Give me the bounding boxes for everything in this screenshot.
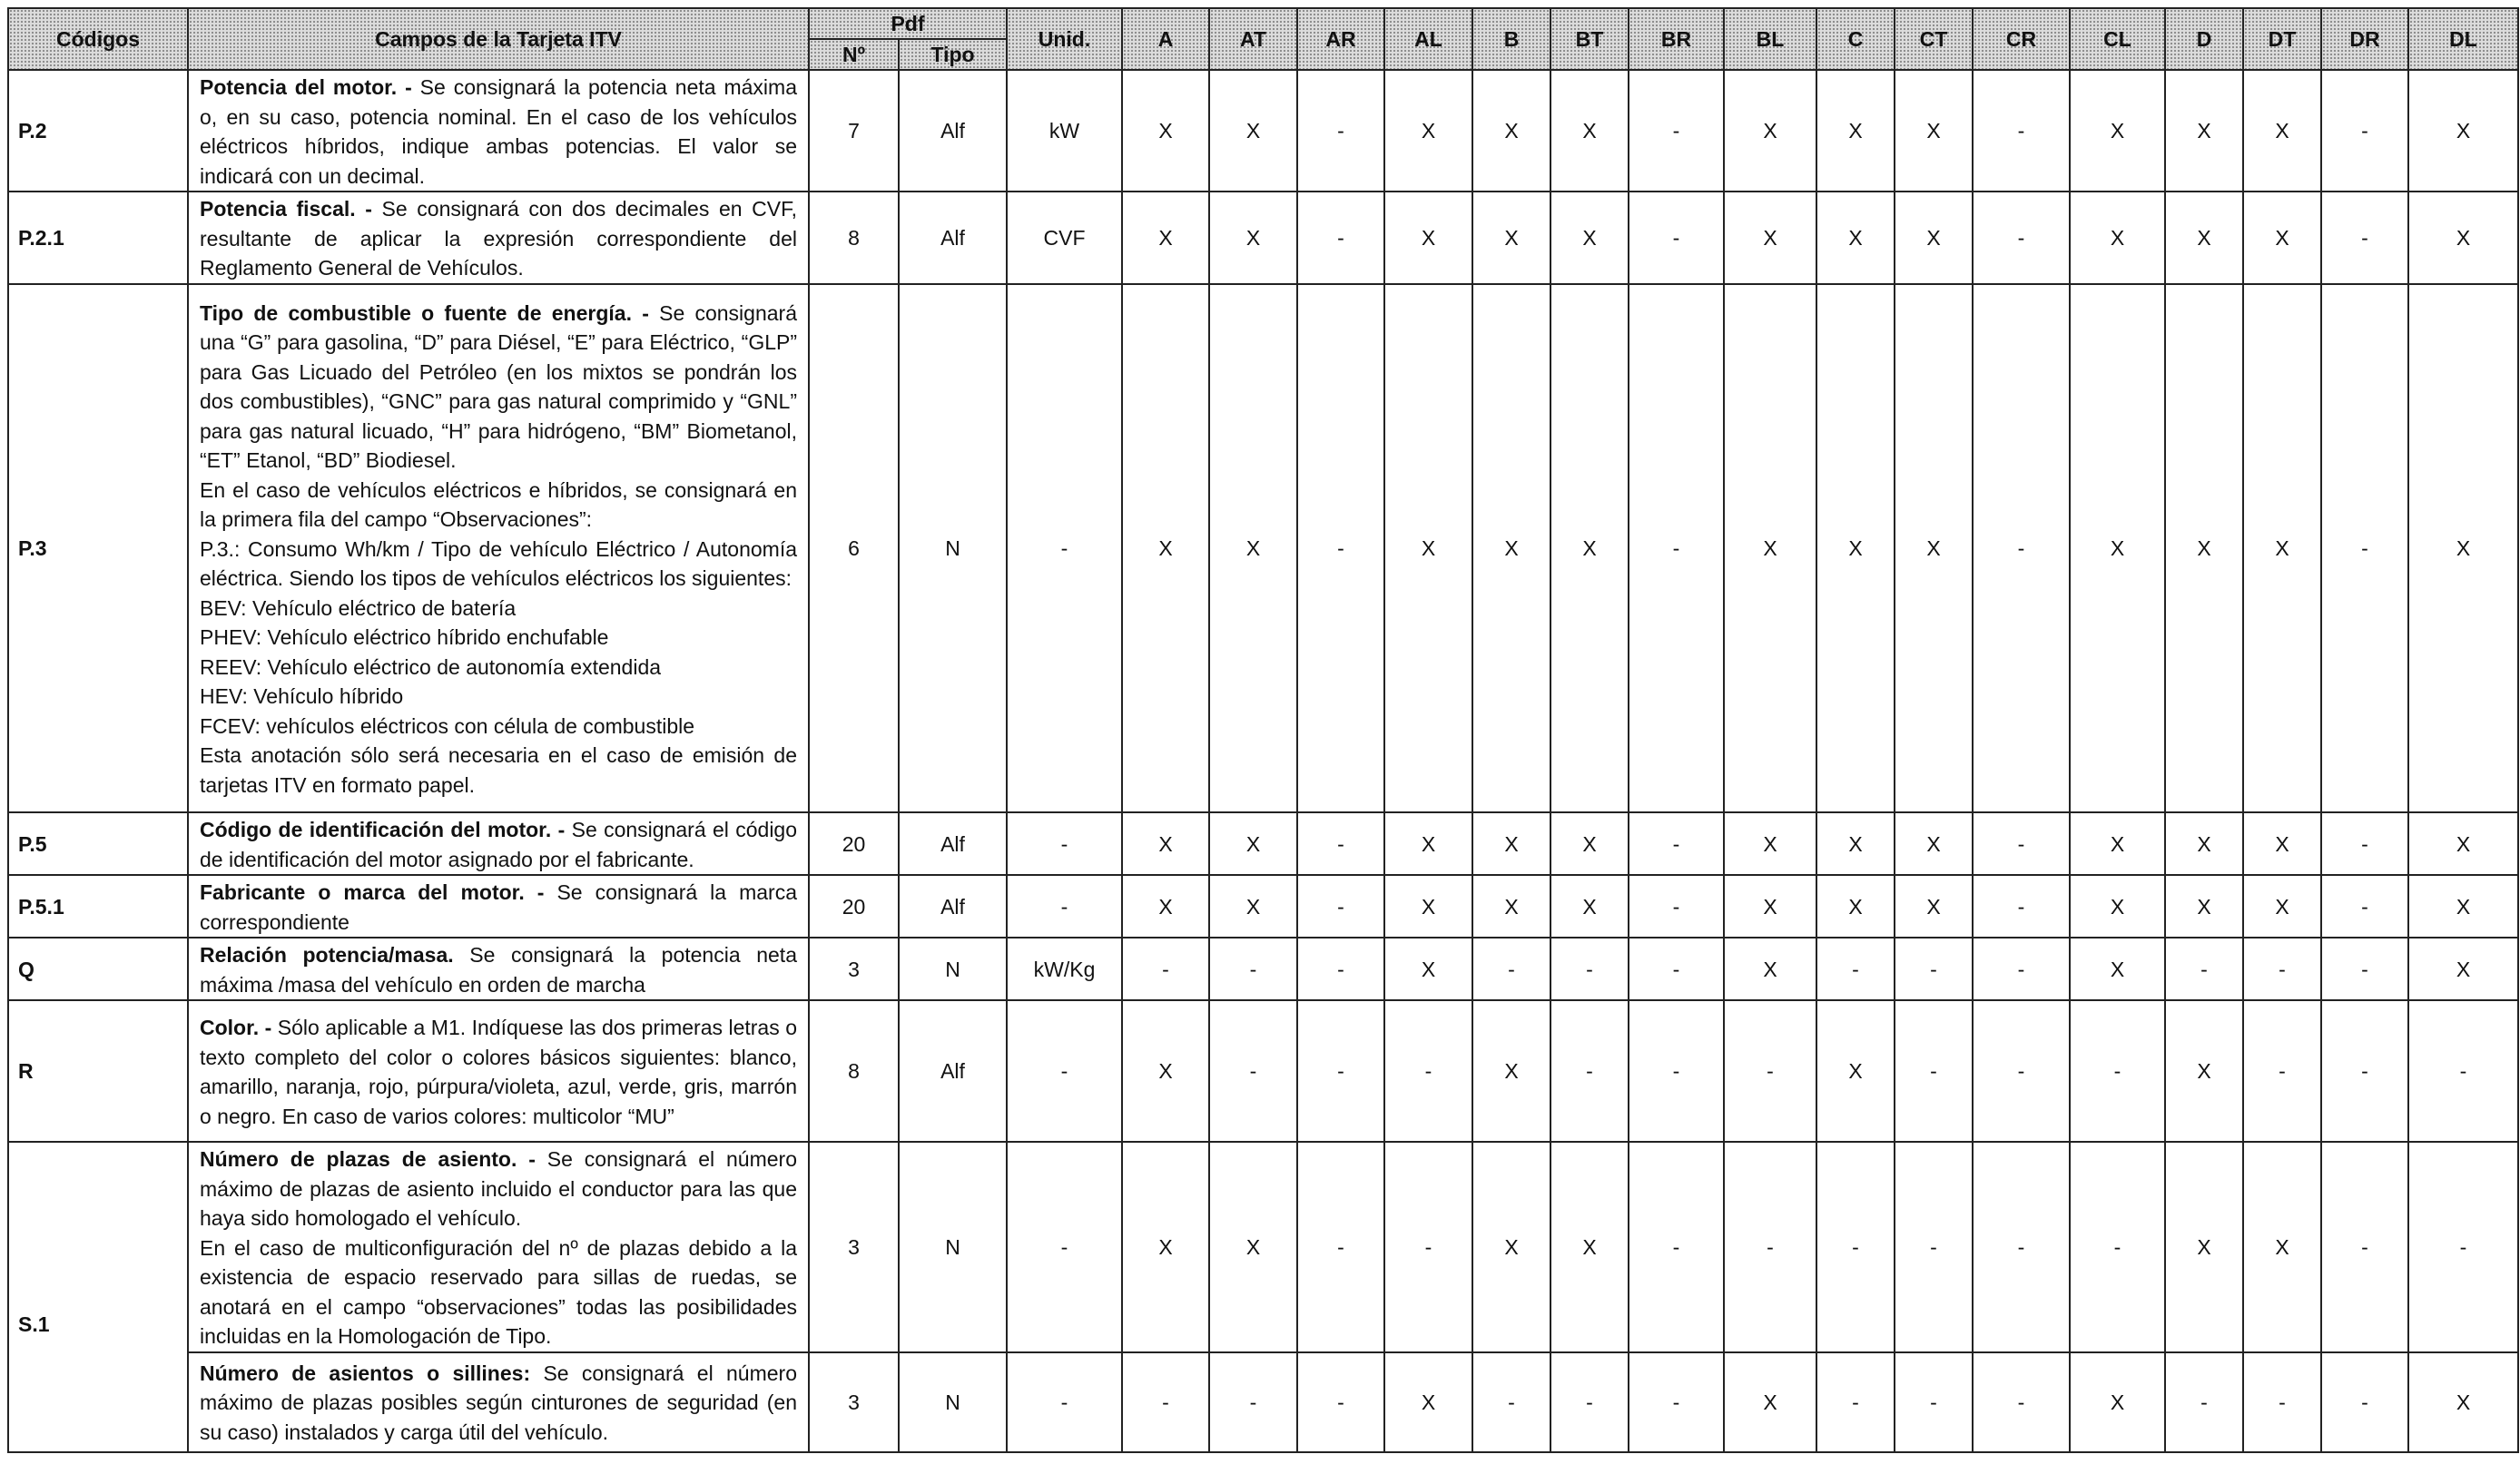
category-mark-bt: X (1550, 70, 1629, 192)
description-line: Esta anotación sólo será necesaria en el caso de emisión de tarjetas ITV en formato papel. (200, 743, 797, 797)
category-mark-cl: - (2070, 1000, 2165, 1142)
field-title: Color. - (200, 1016, 272, 1039)
header-cat-cr: CR (1973, 8, 2070, 70)
header-cat-cl: CL (2070, 8, 2165, 70)
category-mark-cl: X (2070, 1352, 2165, 1452)
category-mark-dr: - (2321, 1000, 2408, 1142)
category-mark-a: - (1122, 938, 1209, 1000)
field-text: Se consignará la marca correspondiente (200, 880, 797, 934)
header-cat-bt: BT (1550, 8, 1629, 70)
pdf-type: Alf (899, 1000, 1007, 1142)
category-mark-c: X (1816, 1000, 1895, 1142)
category-mark-cr: - (1973, 1352, 2070, 1452)
category-mark-bt: X (1550, 284, 1629, 812)
category-mark-ct: - (1895, 1000, 1973, 1142)
header-codigos: Códigos (8, 8, 188, 70)
category-mark-a: - (1122, 1352, 1209, 1452)
header-cat-d: D (2165, 8, 2243, 70)
category-mark-cr: - (1973, 284, 2070, 812)
category-mark-bt: X (1550, 1142, 1629, 1352)
category-mark-dt: - (2243, 938, 2321, 1000)
description-line: En el caso de vehículos eléctricos e híbridos, se consignará en la primera fila del campo “Observaciones”: (200, 477, 797, 532)
category-mark-b: X (1472, 284, 1550, 812)
table-row (8, 875, 2518, 938)
category-mark-cl: - (2070, 1142, 2165, 1352)
unit: - (1007, 812, 1122, 875)
category-mark-b: X (1472, 875, 1550, 938)
category-mark-b: - (1472, 1352, 1550, 1452)
field-title: Número de asientos o sillines: (200, 1361, 531, 1385)
row-description (188, 812, 809, 875)
category-mark-c: X (1816, 192, 1895, 284)
description-paragraph (200, 73, 797, 191)
pdf-type: Alf (899, 875, 1007, 938)
category-mark-dt: X (2243, 70, 2321, 192)
description-line: HEV: Vehículo híbrido (200, 684, 404, 709)
header-cat-ct: CT (1895, 8, 1973, 70)
category-mark-al: X (1384, 875, 1472, 938)
category-mark-bl: X (1724, 284, 1816, 812)
category-mark-br: - (1629, 70, 1724, 192)
category-mark-dt: X (2243, 812, 2321, 875)
category-mark-dt: X (2243, 1142, 2321, 1352)
field-title: Tipo de combustible o fuente de energía. - (200, 300, 649, 325)
category-mark-a: X (1122, 1000, 1209, 1142)
category-mark-c: X (1816, 875, 1895, 938)
category-mark-al: X (1384, 192, 1472, 284)
pdf-number: 3 (809, 938, 899, 1000)
description-line: BEV: Vehículo eléctrico de batería (200, 595, 517, 620)
category-mark-cl: X (2070, 70, 2165, 192)
category-mark-c: - (1816, 1142, 1895, 1352)
table-row (8, 70, 2518, 192)
category-mark-c: X (1816, 812, 1895, 875)
category-mark-cl: X (2070, 938, 2165, 1000)
row-code: P.5 (8, 812, 188, 875)
field-title: Relación potencia/masa. (200, 943, 454, 967)
row-description (188, 192, 809, 284)
field-title: Potencia fiscal. - (200, 197, 372, 221)
category-mark-dl: X (2408, 1352, 2518, 1452)
category-mark-d: X (2165, 875, 2243, 938)
category-mark-dt: X (2243, 875, 2321, 938)
row-code: P.5.1 (8, 875, 188, 938)
pdf-number: 8 (809, 192, 899, 284)
category-mark-at: X (1209, 284, 1297, 812)
category-mark-al: X (1384, 812, 1472, 875)
category-mark-d: X (2165, 192, 2243, 284)
category-mark-dt: - (2243, 1000, 2321, 1142)
category-mark-bl: X (1724, 192, 1816, 284)
category-mark-dt: X (2243, 284, 2321, 812)
pdf-number: 20 (809, 812, 899, 875)
table-row (8, 284, 2518, 812)
header-cat-dt: DT (2243, 8, 2321, 70)
table-body (8, 70, 2518, 1452)
header-cat-b: B (1472, 8, 1550, 70)
category-mark-br: - (1629, 875, 1724, 938)
category-mark-ct: X (1895, 192, 1973, 284)
table-header (8, 8, 2518, 70)
category-mark-bt: - (1550, 938, 1629, 1000)
description-line: REEV: Vehículo eléctrico de autonomía extendida (200, 654, 662, 679)
category-mark-dt: - (2243, 1352, 2321, 1452)
category-mark-br: - (1629, 1142, 1724, 1352)
description-paragraph (200, 878, 797, 937)
category-mark-ct: X (1895, 875, 1973, 938)
category-mark-ar: - (1297, 70, 1384, 192)
category-mark-br: - (1629, 812, 1724, 875)
category-mark-dl: - (2408, 1000, 2518, 1142)
category-mark-at: - (1209, 938, 1297, 1000)
pdf-number: 6 (809, 284, 899, 812)
category-mark-at: X (1209, 875, 1297, 938)
category-mark-dr: - (2321, 875, 2408, 938)
category-mark-ar: - (1297, 875, 1384, 938)
row-description (188, 70, 809, 192)
category-mark-ar: - (1297, 812, 1384, 875)
unit: kW (1007, 70, 1122, 192)
category-mark-ct: - (1895, 1142, 1973, 1352)
field-title: Código de identificación del motor. - (200, 818, 566, 841)
category-mark-al: X (1384, 70, 1472, 192)
category-mark-ar: - (1297, 284, 1384, 812)
field-text: Se consignará el número máximo de plazas de asiento incluido el conductor para las que haya sido homologado el vehículo. (200, 1147, 797, 1230)
table-row (8, 938, 2518, 1000)
table-row (8, 812, 2518, 875)
pdf-type: N (899, 284, 1007, 812)
pdf-type: N (899, 1352, 1007, 1452)
category-mark-cr: - (1973, 70, 2070, 192)
header-cat-al: AL (1384, 8, 1472, 70)
field-text: Sólo aplicable a M1. Indíquese las dos primeras letras o texto completo del color o colores básicos siguientes: blanco, amarillo, naranja, rojo, púrpura/violeta, azul, verde, gris, marrón o negro. En caso de varios colores: multicolor “MU” (200, 1016, 797, 1128)
category-mark-br: - (1629, 938, 1724, 1000)
category-mark-a: X (1122, 284, 1209, 812)
category-mark-cr: - (1973, 938, 2070, 1000)
description-line: FCEV: vehículos eléctricos con célula de combustible (200, 713, 695, 738)
unit: - (1007, 284, 1122, 812)
pdf-type: Alf (899, 192, 1007, 284)
category-mark-br: - (1629, 284, 1724, 812)
category-mark-b: X (1472, 1142, 1550, 1352)
description-line: PHEV: Vehículo eléctrico híbrido enchufable (200, 625, 609, 650)
category-mark-cl: X (2070, 875, 2165, 938)
category-mark-d: - (2165, 1352, 2243, 1452)
row-description (188, 1142, 809, 1352)
table-row (8, 192, 2518, 284)
row-code: P.3 (8, 284, 188, 812)
description-paragraph (200, 1013, 797, 1131)
header-pdf: Pdf (809, 8, 1007, 39)
unit: kW/Kg (1007, 938, 1122, 1000)
description-paragraph (200, 815, 797, 874)
row-code: P.2.1 (8, 192, 188, 284)
field-text: Se consignará con dos decimales en CVF, resultante de aplicar la expresión correspondiente del Reglamento General de Vehículos. (200, 197, 797, 280)
description-paragraph (200, 1359, 797, 1448)
field-text: Se consignará la potencia neta máxima /masa del vehículo en orden de marcha (200, 943, 797, 997)
unit: - (1007, 1142, 1122, 1352)
field-text: Se consignará el número máximo de plazas posibles según cinturones de seguridad (en su caso) instalados y carga útil del vehículo. (200, 1361, 797, 1444)
category-mark-dr: - (2321, 70, 2408, 192)
header-num: Nº (809, 39, 899, 70)
unit: CVF (1007, 192, 1122, 284)
category-mark-cl: X (2070, 812, 2165, 875)
category-mark-dl: X (2408, 284, 2518, 812)
category-mark-d: - (2165, 938, 2243, 1000)
category-mark-dr: - (2321, 192, 2408, 284)
field-title: Fabricante o marca del motor. - (200, 880, 545, 904)
category-mark-d: X (2165, 284, 2243, 812)
category-mark-d: X (2165, 1142, 2243, 1352)
header-campos: Campos de la Tarjeta ITV (188, 8, 809, 70)
header-cat-br: BR (1629, 8, 1724, 70)
category-mark-b: X (1472, 192, 1550, 284)
category-mark-dl: X (2408, 875, 2518, 938)
table-row (8, 1142, 2518, 1352)
category-mark-dr: - (2321, 812, 2408, 875)
category-mark-bt: X (1550, 812, 1629, 875)
category-mark-cl: X (2070, 192, 2165, 284)
category-mark-al: - (1384, 1142, 1472, 1352)
description-paragraph (200, 194, 797, 283)
category-mark-al: X (1384, 938, 1472, 1000)
category-mark-d: X (2165, 70, 2243, 192)
category-mark-cr: - (1973, 812, 2070, 875)
header-cat-bl: BL (1724, 8, 1816, 70)
pdf-number: 3 (809, 1142, 899, 1352)
category-mark-b: X (1472, 70, 1550, 192)
category-mark-br: - (1629, 192, 1724, 284)
category-mark-bl: X (1724, 875, 1816, 938)
category-mark-bt: - (1550, 1000, 1629, 1142)
row-description (188, 1352, 809, 1452)
unit: - (1007, 875, 1122, 938)
header-cat-at: AT (1209, 8, 1297, 70)
table-row (8, 1352, 2518, 1452)
category-mark-ct: X (1895, 284, 1973, 812)
category-mark-ar: - (1297, 1000, 1384, 1142)
category-mark-al: X (1384, 1352, 1472, 1452)
header-cat-dr: DR (2321, 8, 2408, 70)
description-paragraph (200, 299, 797, 476)
pdf-type: N (899, 938, 1007, 1000)
category-mark-at: X (1209, 192, 1297, 284)
category-mark-at: X (1209, 812, 1297, 875)
header-cat-ar: AR (1297, 8, 1384, 70)
category-mark-b: X (1472, 1000, 1550, 1142)
category-mark-bl: - (1724, 1000, 1816, 1142)
category-mark-bl: X (1724, 1352, 1816, 1452)
description-paragraph (200, 1145, 797, 1233)
field-title: Número de plazas de asiento. - (200, 1147, 536, 1171)
unit: - (1007, 1000, 1122, 1142)
category-mark-c: X (1816, 284, 1895, 812)
field-text: Se consignará una “G” para gasolina, “D” para Diésel, “E” para Eléctrico, “GLP” para Gas Licuado del Petróleo (en los mixtos se pondrán los dos combustibles), “GNC” para gas natural comprimido y “GNL” para gas natural licuado, “H” para hidrógeno, “BM” Biometanol, “ET” Etanol, “BD” Biodiesel. (200, 300, 797, 473)
category-mark-al: - (1384, 1000, 1472, 1142)
category-mark-at: X (1209, 1142, 1297, 1352)
category-mark-c: - (1816, 1352, 1895, 1452)
category-mark-br: - (1629, 1352, 1724, 1452)
pdf-type: N (899, 1142, 1007, 1352)
category-mark-dr: - (2321, 938, 2408, 1000)
category-mark-dl: X (2408, 70, 2518, 192)
category-mark-at: - (1209, 1352, 1297, 1452)
category-mark-b: X (1472, 812, 1550, 875)
category-mark-dl: - (2408, 1142, 2518, 1352)
category-mark-cr: - (1973, 1000, 2070, 1142)
pdf-number: 3 (809, 1352, 899, 1452)
row-code: R (8, 1000, 188, 1142)
header-cat-dl: DL (2408, 8, 2518, 70)
field-text: Se consignará la potencia neta máxima o, en su caso, potencia nominal. En el caso de los vehículos eléctricos híbridos, indique ambas potencias. El valor se indicará con un decimal. (200, 75, 797, 188)
category-mark-dl: X (2408, 812, 2518, 875)
category-mark-a: X (1122, 875, 1209, 938)
field-title: Potencia del motor. - (200, 75, 412, 99)
category-mark-d: X (2165, 1000, 2243, 1142)
category-mark-ct: - (1895, 938, 1973, 1000)
category-mark-cl: X (2070, 284, 2165, 812)
description-paragraph (200, 940, 797, 999)
row-code: Q (8, 938, 188, 1000)
pdf-number: 20 (809, 875, 899, 938)
category-mark-dl: X (2408, 938, 2518, 1000)
category-mark-dr: - (2321, 1352, 2408, 1452)
pdf-type: Alf (899, 70, 1007, 192)
category-mark-c: - (1816, 938, 1895, 1000)
pdf-type: Alf (899, 812, 1007, 875)
table-row (8, 1000, 2518, 1142)
category-mark-dr: - (2321, 1142, 2408, 1352)
category-mark-d: X (2165, 812, 2243, 875)
category-mark-ar: - (1297, 192, 1384, 284)
category-mark-bl: X (1724, 938, 1816, 1000)
category-mark-bt: - (1550, 1352, 1629, 1452)
header-unid: Unid. (1007, 8, 1122, 70)
category-mark-dl: X (2408, 192, 2518, 284)
header-tipo: Tipo (899, 39, 1007, 70)
header-cat-c: C (1816, 8, 1895, 70)
category-mark-ct: X (1895, 70, 1973, 192)
category-mark-dr: - (2321, 284, 2408, 812)
category-mark-ar: - (1297, 1352, 1384, 1452)
category-mark-bl: - (1724, 1142, 1816, 1352)
category-mark-bt: X (1550, 192, 1629, 284)
header-cat-a: A (1122, 8, 1209, 70)
category-mark-a: X (1122, 812, 1209, 875)
category-mark-ar: - (1297, 1142, 1384, 1352)
category-mark-cr: - (1973, 875, 2070, 938)
category-mark-at: X (1209, 70, 1297, 192)
field-text: Se consignará el código de identificación del motor asignado por el fabricante. (200, 818, 798, 871)
row-description (188, 1000, 809, 1142)
category-mark-bl: X (1724, 70, 1816, 192)
pdf-number: 7 (809, 70, 899, 192)
category-mark-al: X (1384, 284, 1472, 812)
category-mark-at: - (1209, 1000, 1297, 1142)
itv-fields-table (7, 7, 2519, 1453)
category-mark-c: X (1816, 70, 1895, 192)
description-line: En el caso de multiconfiguración del nº de plazas debido a la existencia de espacio reservado para sillas de ruedas, se anotará en el campo “observaciones” todas las posibilidades incluidas en la Homologación de Tipo. (200, 1235, 797, 1348)
pdf-number: 8 (809, 1000, 899, 1142)
category-mark-bt: X (1550, 875, 1629, 938)
row-description (188, 875, 809, 938)
category-mark-ar: - (1297, 938, 1384, 1000)
description-line: P.3.: Consumo Wh/km / Tipo de vehículo Eléctrico / Autonomía eléctrica. Siendo los tipos de vehículos eléctricos los siguientes: (200, 536, 797, 591)
row-code: S.1 (8, 1142, 188, 1452)
category-mark-ct: X (1895, 812, 1973, 875)
category-mark-b: - (1472, 938, 1550, 1000)
category-mark-cr: - (1973, 192, 2070, 284)
category-mark-a: X (1122, 70, 1209, 192)
row-code: P.2 (8, 70, 188, 192)
category-mark-bl: X (1724, 812, 1816, 875)
unit: - (1007, 1352, 1122, 1452)
category-mark-ct: - (1895, 1352, 1973, 1452)
row-description (188, 938, 809, 1000)
category-mark-br: - (1629, 1000, 1724, 1142)
category-mark-dt: X (2243, 192, 2321, 284)
category-mark-cr: - (1973, 1142, 2070, 1352)
category-mark-a: X (1122, 1142, 1209, 1352)
category-mark-a: X (1122, 192, 1209, 284)
row-description (188, 284, 809, 812)
